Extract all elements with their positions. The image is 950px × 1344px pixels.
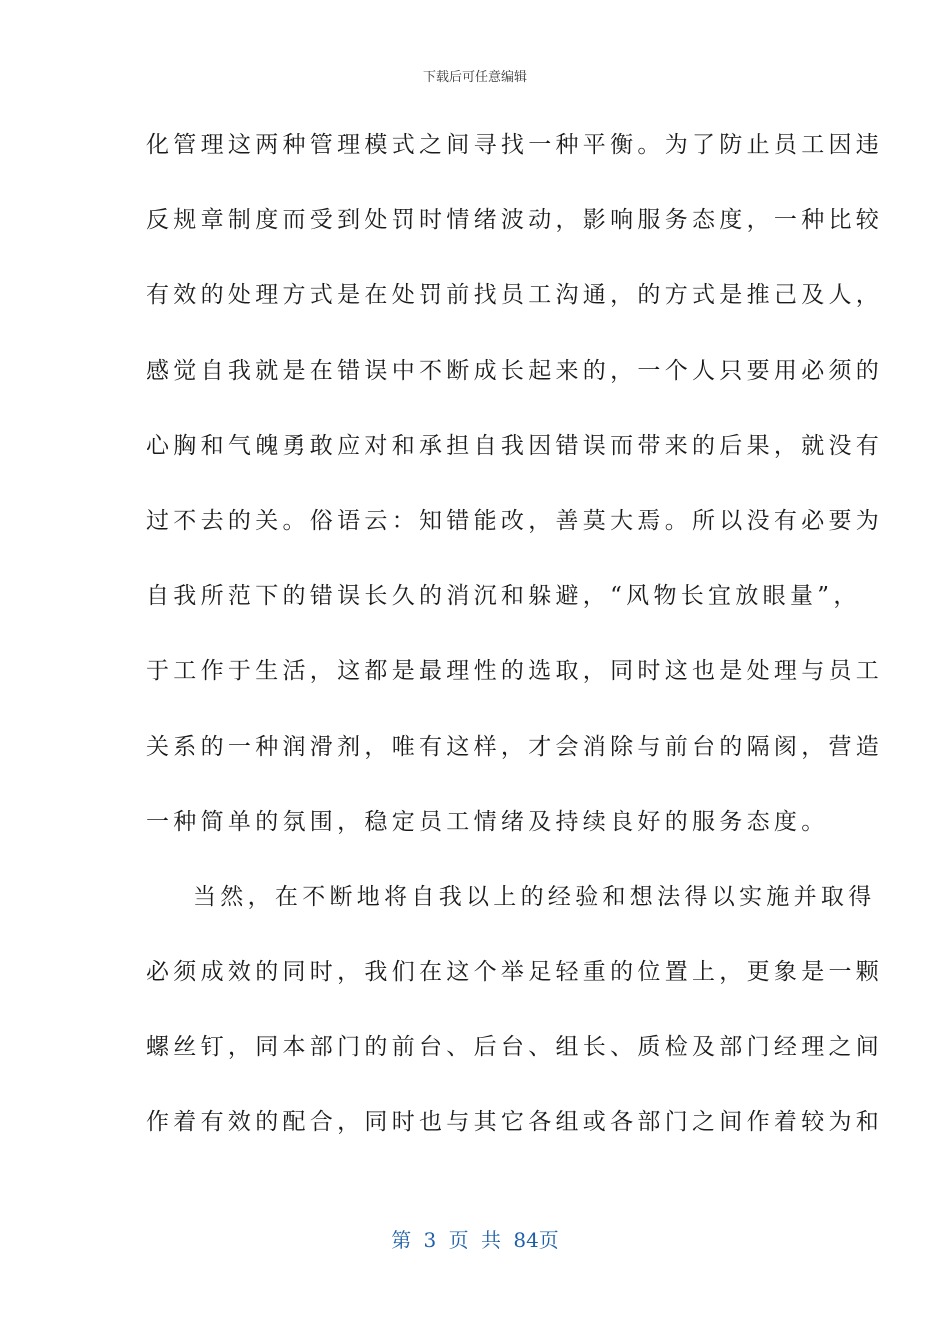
text-line: 心胸和气魄勇敢应对和承担自我因错误而带来的后果，就没有	[146, 432, 884, 459]
footer-page-current: 3	[423, 1228, 437, 1252]
text-line: 于工作于生活，这都是最理性的选取，同时这也是处理与员工	[146, 658, 884, 685]
text-line: 化管理这两种管理模式之间寻找一种平衡。为了防止员工因违	[146, 132, 884, 158]
text-line: 有效的处理方式是在处罚前找员工沟通，的方式是推己及人，	[146, 282, 884, 309]
text-line: 自我所范下的错误长久的消沉和躲避，“风物长宜放眼量”，	[146, 583, 861, 610]
text-line: 反规章制度而受到处罚时情绪波动，影响服务态度，一种比较	[146, 207, 884, 234]
text-line: 一种简单的氛围，稳定员工情绪及持续良好的服务态度。	[146, 808, 829, 835]
footer-label-ye: 页	[448, 1228, 469, 1252]
text-line: 螺丝钉，同本部门的前台、后台、组长、质检及部门经理之间	[146, 1034, 884, 1061]
text-line: 作着有效的配合，同时也与其它各组或各部门之间作着较为和	[146, 1109, 884, 1136]
page-header: 下载后可任意编辑	[422, 70, 527, 85]
footer-label-di: 第	[391, 1228, 412, 1252]
document-body	[146, 120, 884, 1173]
footer-page-total: 84页	[513, 1228, 559, 1252]
text-line-paragraph-start: 当然，在不断地将自我以上的经验和想法得以实施并取得	[193, 883, 876, 910]
footer-label-gong: 共	[481, 1228, 501, 1252]
page-footer	[0, 1224, 950, 1253]
text-line: 关系的一种润滑剂，唯有这样，才会消除与前台的隔阂，营造	[146, 733, 884, 760]
text-line: 必须成效的同时，我们在这个举足轻重的位置上，更象是一颗	[146, 959, 884, 986]
text-line: 过不去的关。俗语云：知错能改，善莫大焉。所以没有必要为	[146, 507, 884, 534]
text-line: 感觉自我就是在错误中不断成长起来的，一个人只要用必须的	[146, 357, 884, 384]
